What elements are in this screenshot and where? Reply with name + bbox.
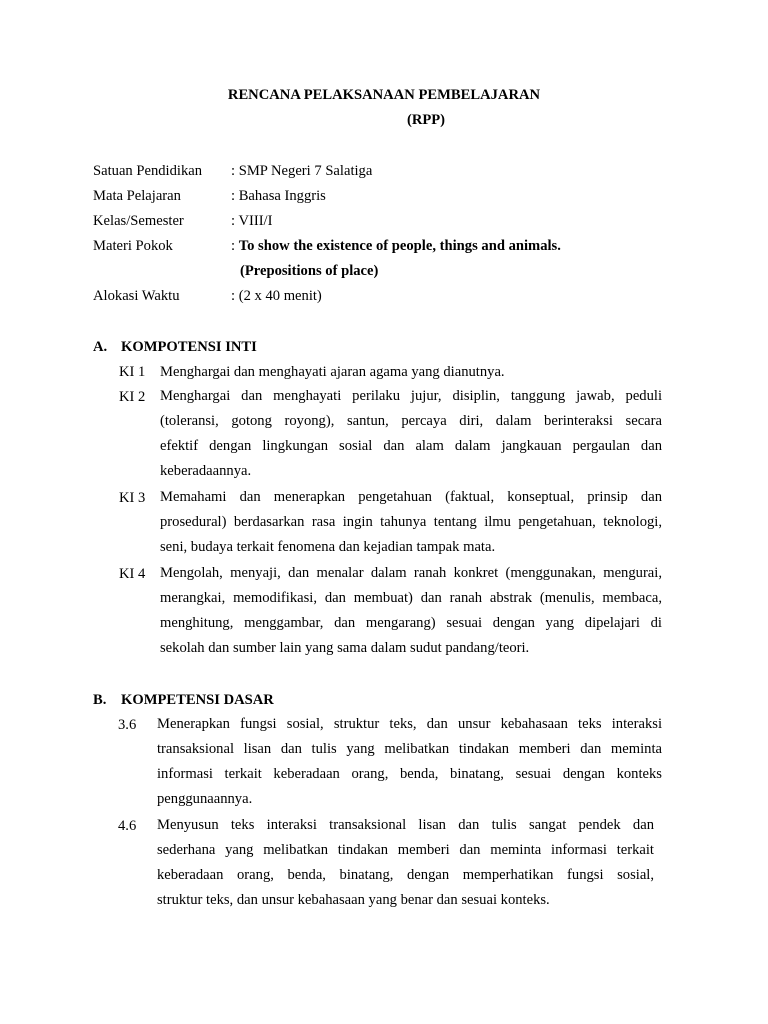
item-code-ki1: KI 1 [119, 364, 146, 380]
item-line: efektif dengan lingkungan sosial dan alam dalam jangkauan pergaulan dan [160, 438, 662, 454]
item-code-ki2: KI 2 [119, 389, 146, 405]
document-title: RENCANA PELAKSANAAN PEMBELAJARAN [227, 87, 541, 103]
item-line: seni, budaya terkait fenomena dan kejadian tampak mata. [160, 539, 496, 555]
item-code-3-6: 3.6 [118, 717, 137, 733]
section-letter: A. [93, 339, 108, 355]
info-label: Materi Pokok [93, 238, 173, 254]
info-value-bold: To show the existence of people, things and animals. [238, 238, 561, 254]
info-label: Alokasi Waktu [93, 288, 180, 304]
item-code-ki4: KI 4 [119, 566, 146, 582]
info-value-prefix: : [231, 238, 239, 254]
info-value [231, 238, 561, 255]
item-line: keberadaan orang, benda, binatang, dengan memperhatikan fungsi sosial, [157, 867, 654, 883]
item-code-ki3: KI 3 [119, 490, 146, 506]
item-line: prosedural) berdasarkan rasa ingin tahunya tentang ilmu pengetahuan, teknologi, [160, 514, 662, 530]
item-line: Menyusun teks interaksi transaksional lisan dan tulis sangat pendek dan [157, 817, 654, 833]
item-line: Memahami dan menerapkan pengetahuan (faktual, konseptual, prinsip dan [160, 489, 662, 505]
item-line: informasi terkait keberadaan orang, benda, binatang, sesuai dengan konteks [157, 766, 662, 782]
item-line: transaksional lisan dan tulis yang melibatkan tindakan memberi dan meminta [157, 741, 662, 757]
info-value: : SMP Negeri 7 Salatiga [231, 163, 373, 179]
item-line: penggunaannya. [157, 791, 253, 807]
item-text-ki4 [160, 561, 662, 661]
info-label: Kelas/Semester [93, 213, 184, 229]
info-value: : (2 x 40 menit) [231, 288, 322, 304]
section-letter: B. [93, 692, 107, 708]
item-text-4-6 [157, 813, 654, 913]
document-subtitle [0, 112, 768, 129]
document-subtitle-text: (RPP) [406, 112, 446, 128]
item-line: sederhana yang melibatkan tindakan memberi dan meminta informasi terkait [157, 842, 654, 858]
info-value-line2: (Prepositions of place) [240, 263, 379, 279]
item-text-3-6 [157, 712, 662, 812]
item-line: keberadaannya. [160, 463, 252, 479]
section-title: KOMPETENSI DASAR [121, 692, 274, 708]
info-value: : VIII/I [231, 213, 273, 229]
item-line: struktur teks, dan unsur kebahasaan yang benar dan sesuai konteks. [157, 892, 550, 908]
item-line: menghitung, menggambar, dan mengarang) sesuai dengan yang dipelajari di [160, 615, 662, 631]
info-label: Mata Pelajaran [93, 188, 181, 204]
item-code-4-6: 4.6 [118, 818, 137, 834]
item-text-ki3 [160, 485, 662, 560]
item-line: Menghargai dan menghayati ajaran agama yang dianutnya. [160, 364, 505, 380]
info-label: Satuan Pendidikan [93, 163, 203, 179]
item-line: sekolah dan sumber lain yang sama dalam sudut pandang/teori. [160, 640, 530, 656]
item-line: Menerapkan fungsi sosial, struktur teks, dan unsur kebahasaan teks interaksi [157, 716, 662, 732]
item-line: Menghargai dan menghayati perilaku jujur, disiplin, tanggung jawab, peduli [160, 388, 662, 404]
item-line: Mengolah, menyaji, dan menalar dalam ranah konkret (menggunakan, mengurai, [160, 565, 662, 581]
item-line: (toleransi, gotong royong), santun, percaya diri, dalam berinteraksi secara [160, 413, 662, 429]
item-text-ki2 [160, 384, 662, 484]
section-title: KOMPOTENSI INTI [121, 339, 257, 355]
info-value: : Bahasa Inggris [231, 188, 326, 204]
item-line: merangkai, memodifikasi, dan membuat) dan ranah abstrak (menulis, membaca, [160, 590, 662, 606]
